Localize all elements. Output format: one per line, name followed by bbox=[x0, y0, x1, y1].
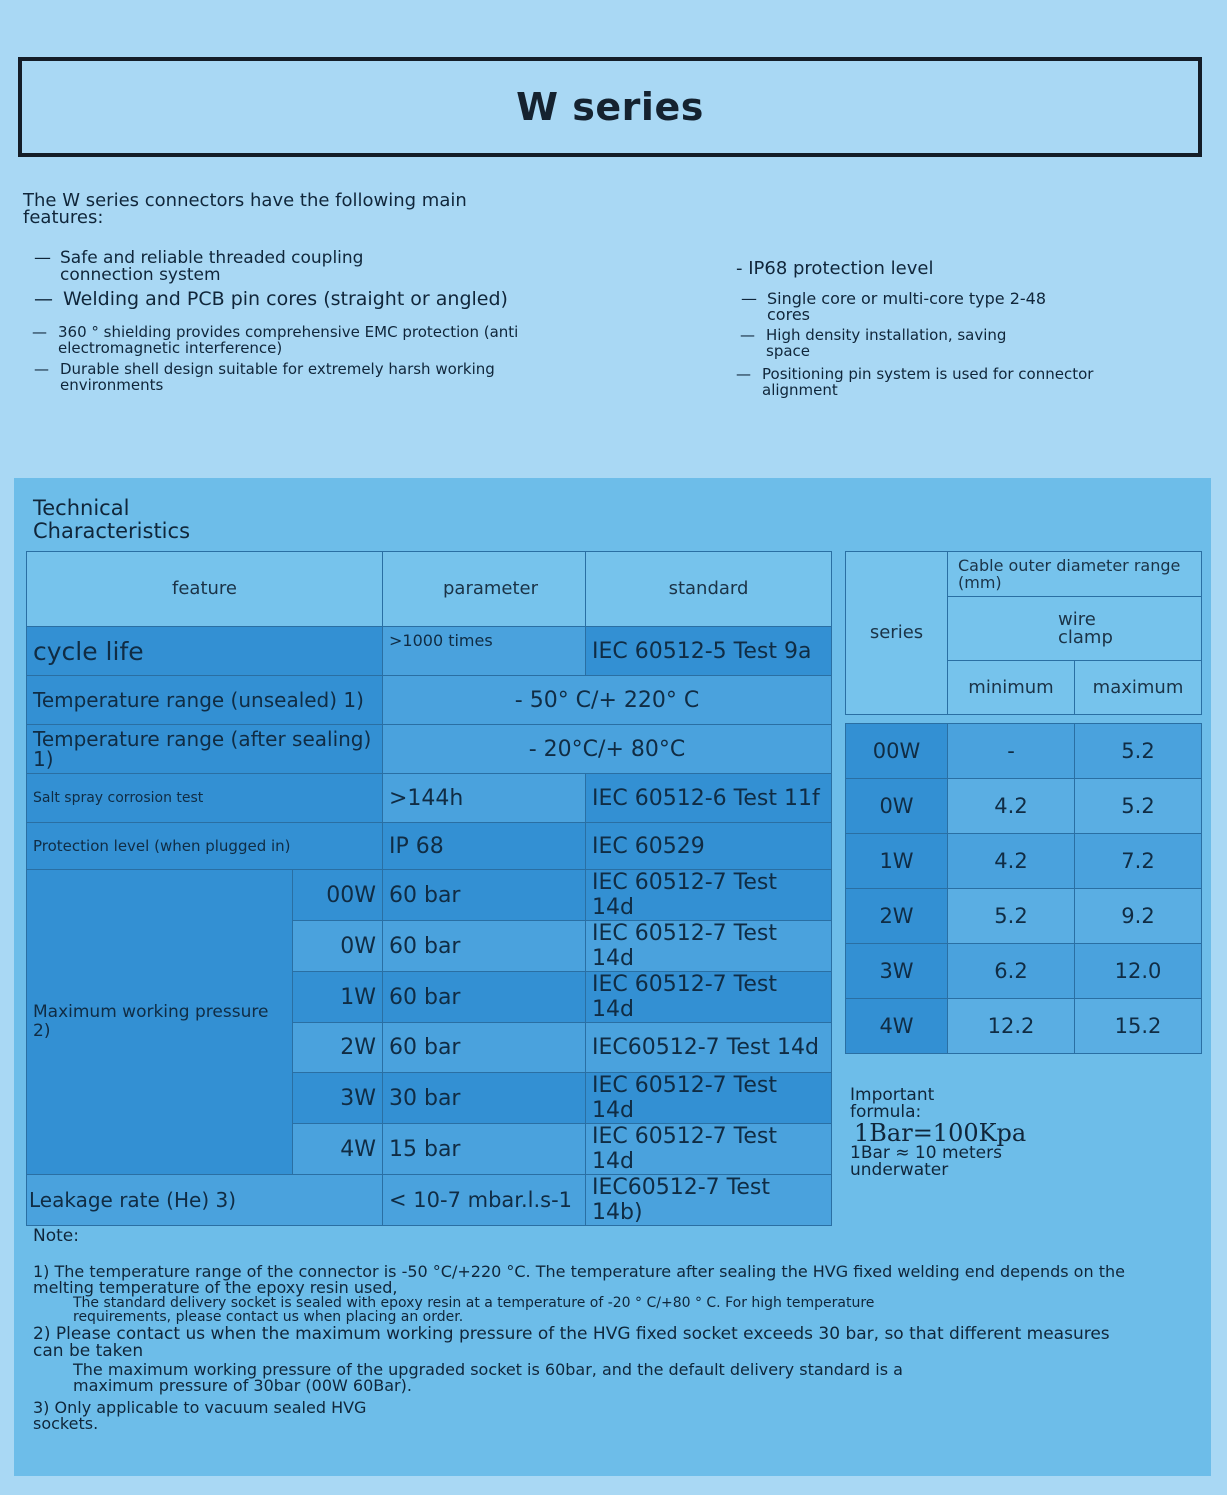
dash-icon: — bbox=[34, 248, 51, 268]
row-parameter: >144h bbox=[383, 774, 586, 823]
formula-box bbox=[850, 1087, 1026, 1179]
pressure-standard: IEC60512-7 Test 14d bbox=[586, 1023, 832, 1073]
row-parameter: - 50° C/+ 220° C bbox=[383, 676, 832, 725]
header-feature: feature bbox=[27, 552, 383, 627]
pressure-series: 00W bbox=[293, 870, 383, 921]
feature-item: — Single core or multi-core type 2-48 cores bbox=[741, 289, 1047, 324]
max-cell: 15.2 bbox=[1075, 999, 1202, 1054]
header-minimum: minimum bbox=[948, 661, 1075, 715]
series-cell: 4W bbox=[846, 999, 948, 1054]
min-cell: - bbox=[948, 724, 1075, 779]
note-1b: The standard delivery socket is sealed with epoxy resin at a temperature of -20 ° C/+80 ° C. For high temperature requirements, please contact us when placing an order. bbox=[73, 1295, 875, 1325]
min-cell: 4.2 bbox=[948, 779, 1075, 834]
formula-eq2: 1Bar ≈ 10 meters underwater bbox=[850, 1143, 1002, 1180]
min-cell: 6.2 bbox=[948, 944, 1075, 999]
dash-icon: — bbox=[32, 323, 47, 341]
pressure-series: 4W bbox=[293, 1124, 383, 1175]
max-cell: 9.2 bbox=[1075, 889, 1202, 944]
row-standard: IEC60512-7 Test 14b) bbox=[586, 1175, 832, 1226]
title-box bbox=[18, 57, 1202, 157]
max-cell: 7.2 bbox=[1075, 834, 1202, 889]
max-cell: 12.0 bbox=[1075, 944, 1202, 999]
pressure-series: 3W bbox=[293, 1073, 383, 1124]
series-cell: 0W bbox=[846, 779, 948, 834]
row-label: Leakage rate (He) 3) bbox=[27, 1175, 383, 1226]
max-cell: 5.2 bbox=[1075, 779, 1202, 834]
dash-icon: — bbox=[736, 365, 751, 383]
row-standard: IEC 60529 bbox=[586, 823, 832, 870]
header-standard: standard bbox=[586, 552, 832, 627]
row-standard: IEC 60512-5 Test 9a bbox=[586, 627, 832, 676]
pressure-value: 60 bar bbox=[383, 972, 586, 1023]
pressure-value: 60 bar bbox=[383, 1023, 586, 1073]
characteristics-table bbox=[26, 551, 832, 1226]
intro-text: The W series connectors have the following main features: bbox=[23, 190, 467, 228]
row-label: Salt spray corrosion test bbox=[27, 774, 383, 823]
header-parameter: parameter bbox=[383, 552, 586, 627]
pressure-standard: IEC 60512-7 Test 14d bbox=[586, 1073, 832, 1124]
min-cell: 5.2 bbox=[948, 889, 1075, 944]
min-cell: 12.2 bbox=[948, 999, 1075, 1054]
row-label: cycle life bbox=[27, 627, 383, 676]
row-parameter: < 10-7 mbar.l.s-1 bbox=[383, 1175, 586, 1226]
pressure-value: 60 bar bbox=[383, 870, 586, 921]
feature-item: — High density installation, saving space bbox=[740, 326, 1007, 360]
header-wire-clamp: wire clamp bbox=[948, 597, 1202, 661]
pressure-standard: IEC 60512-7 Test 14d bbox=[586, 1124, 832, 1175]
pressure-series: 2W bbox=[293, 1023, 383, 1073]
pressure-label: Maximum working pressure 2) bbox=[27, 870, 293, 1175]
row-standard: IEC 60512-6 Test 11f bbox=[586, 774, 832, 823]
dash-icon: — bbox=[741, 289, 757, 308]
feature-item: — Positioning pin system is used for connector alignment bbox=[736, 365, 1094, 399]
series-cell: 3W bbox=[846, 944, 948, 999]
row-parameter: - 20°C/+ 80°C bbox=[383, 725, 832, 774]
pressure-value: 60 bar bbox=[383, 921, 586, 972]
feature-item: — Safe and reliable threaded coupling connection system bbox=[34, 248, 364, 285]
notes-heading: Note: bbox=[33, 1226, 79, 1246]
feature-item: - IP68 protection level bbox=[736, 258, 934, 279]
feature-item: — 360 ° shielding provides comprehensive EMC protection (anti electromagnetic interference) bbox=[32, 323, 519, 357]
series-cell: 2W bbox=[846, 889, 948, 944]
pressure-value: 15 bar bbox=[383, 1124, 586, 1175]
pressure-value: 30 bar bbox=[383, 1073, 586, 1124]
note-2b: The maximum working pressure of the upgraded socket is 60bar, and the default delivery standard is a maximum pressure of 30bar (00W 60Bar). bbox=[73, 1360, 903, 1395]
diameter-table bbox=[845, 551, 1202, 1054]
pressure-standard: IEC 60512-7 Test 14d bbox=[586, 972, 832, 1023]
max-cell: 5.2 bbox=[1075, 724, 1202, 779]
min-cell: 4.2 bbox=[948, 834, 1075, 889]
row-label: Protection level (when plugged in) bbox=[27, 823, 383, 870]
row-parameter: >1000 times bbox=[383, 627, 586, 676]
dash-icon: — bbox=[740, 326, 755, 344]
tech-title: Technical Characteristics bbox=[33, 496, 191, 543]
pressure-series: 0W bbox=[293, 921, 383, 972]
header-series: series bbox=[846, 552, 948, 715]
note-2: 2) Please contact us when the maximum working pressure of the HVG fixed socket exceeds 30 bar, so that different measures can be taken bbox=[33, 1324, 1110, 1361]
header-maximum: maximum bbox=[1075, 661, 1202, 715]
series-cell: 00W bbox=[846, 724, 948, 779]
row-parameter: IP 68 bbox=[383, 823, 586, 870]
note-1: 1) The temperature range of the connector is -50 °C/+220 °C. The temperature after sealing the HVG fixed welding end depends on the melting temperature of the epoxy resin used, bbox=[33, 1262, 1125, 1297]
row-label: Temperature range (after sealing) 1) bbox=[27, 725, 383, 774]
feature-item: — Durable shell design suitable for extremely harsh working environments bbox=[34, 360, 495, 394]
pressure-standard: IEC 60512-7 Test 14d bbox=[586, 921, 832, 972]
note-3: 3) Only applicable to vacuum sealed HVG sockets. bbox=[33, 1398, 367, 1433]
formula-eq1: 1Bar=100Kpa bbox=[854, 1119, 1027, 1147]
row-label: Temperature range (unsealed) 1) bbox=[27, 676, 383, 725]
pressure-standard: IEC 60512-7 Test 14d bbox=[586, 870, 832, 921]
notes bbox=[33, 1228, 1143, 1432]
header-diameter-range: Cable outer diameter range (mm) bbox=[948, 552, 1202, 597]
pressure-series: 1W bbox=[293, 972, 383, 1023]
feature-item: — Welding and PCB pin cores (straight or angled) bbox=[34, 288, 508, 310]
page-title: W series bbox=[516, 85, 704, 129]
series-cell: 1W bbox=[846, 834, 948, 889]
dash-icon: — bbox=[34, 360, 49, 378]
dash-icon: — bbox=[34, 288, 53, 310]
formula-label: Important formula: bbox=[850, 1085, 935, 1122]
